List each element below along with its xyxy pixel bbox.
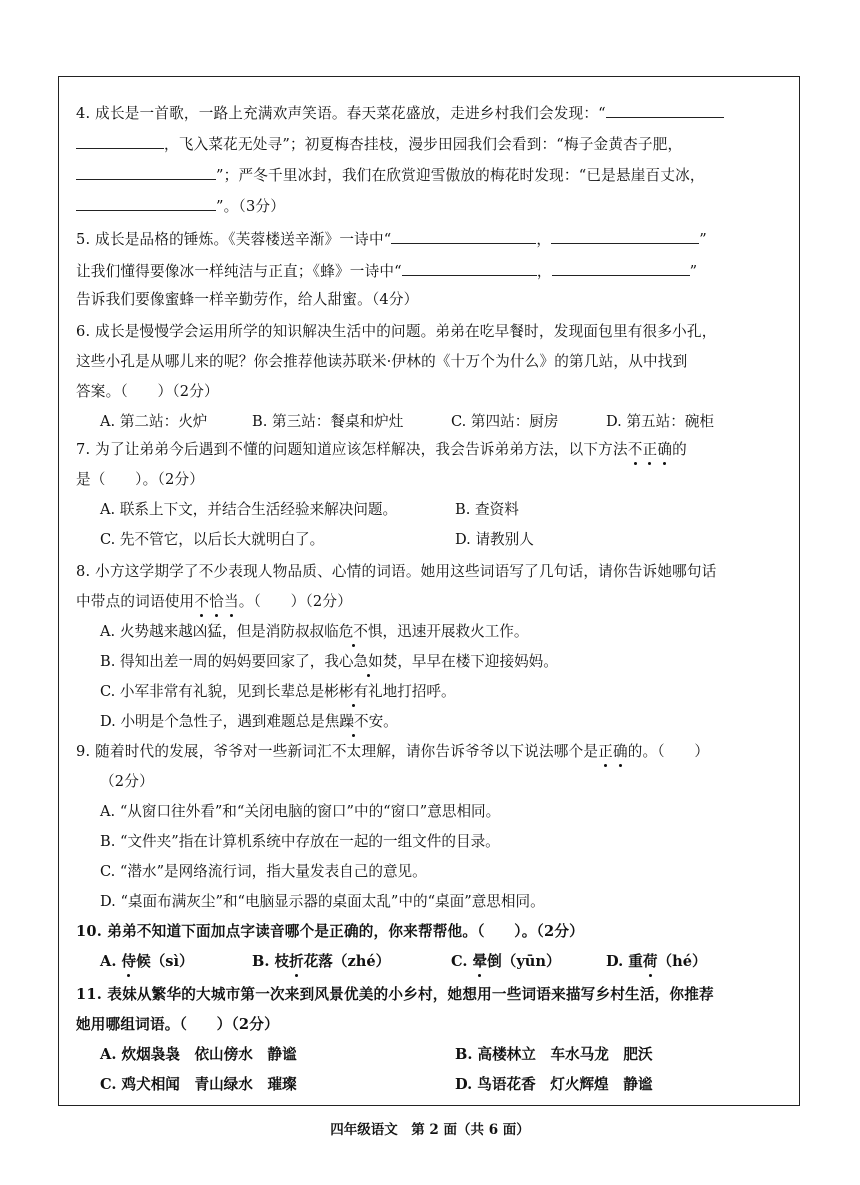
emphasis-word: 心急如焚 [338,653,398,670]
page-footer: 四年级语文 第 2 面（共 6 面） [330,1122,530,1138]
question-11-line-2: 她用哪组词语。（ ）（2分） [76,1016,279,1033]
question-10-option-c[interactable] [451,952,561,972]
option-text: ，早早在楼下迎接妈妈。 [397,653,558,670]
answer-blank[interactable] [552,261,690,276]
question-10-option-d[interactable] [606,952,707,972]
question-5-text: 5. 成长是品格的锤炼。《芙蓉楼送辛渐》一诗中“ [76,231,392,248]
question-5-text: 让我们懂得要像冰一样纯洁与正直；《蜂》一诗中“ [76,263,402,280]
question-11-option-d[interactable]: D. 鸟语花香 灯火辉煌 静谧 [455,1076,653,1093]
question-5-line-1 [76,229,707,250]
question-4-text: ，飞入菜花无处寻”；初夏梅杏挂枝，漫步田园我们会看到：“梅子金黄杏子肥， [164,136,683,153]
emphasis-char: 正 [598,743,613,760]
emphasis-char: 当 [223,593,239,610]
question-9-text: 9. 随着时代的发展，爷爷对一些新词汇不太理解，请你告诉爷爷以下说法哪个是 [76,743,599,760]
question-8-line-2 [76,592,352,612]
question-8-option-d[interactable] [100,712,398,732]
question-6-line-1: 6. 成长是慢慢学会运用所学的知识解决生活中的问题。弟弟在吃早餐时，发现面包里有很多小孔， [76,323,717,340]
question-6-option-c[interactable]: C. 第四站：厨房 [451,413,559,430]
option-text: B. 枝 [252,953,290,970]
option-text: 。 [383,713,398,730]
question-4-text: ”。（3分） [216,198,286,215]
question-4-line-3 [76,165,705,186]
answer-blank[interactable] [551,229,699,244]
option-text: A. [100,953,122,970]
question-9-line-1 [76,742,709,762]
emphasis-word: 彬彬有礼 [324,683,383,700]
emphasis-char: 不 [194,593,210,610]
answer-blank[interactable] [76,165,216,180]
emphasis-word: 临危不惧 [324,623,383,640]
question-11-option-a[interactable]: A. 炊烟袅袅 依山傍水 静谧 [100,1046,297,1063]
option-text: A. 火势越来越凶猛，但是消防叔叔 [100,623,325,640]
question-7-option-d[interactable]: D. 请教别人 [455,531,534,548]
question-9-option-a[interactable]: A. “从窗口往外看”和“关闭电脑的窗口”中的“窗口”意思相同。 [100,803,501,820]
question-6-line-3: 答案。（ ）（2分） [76,383,219,400]
punctuation: ” [699,231,707,248]
option-text: 地打招呼。 [382,683,456,700]
option-text: C. [451,953,473,970]
option-text: B. 得知出差一周的妈妈要回家了，我 [100,653,339,670]
question-4-line-1 [76,103,724,124]
question-4-line-4 [76,196,285,217]
emphasis-char: 正 [642,441,658,458]
question-8-option-c[interactable] [100,682,456,702]
emphasis-char: 确 [657,441,673,458]
question-4-text: ”；严冬千里冰封，我们在欣赏迎雪傲放的梅花时发现：“已是悬崖百丈冰， [216,167,705,184]
question-7-line-1 [76,440,687,460]
question-6-option-a[interactable]: A. 第二站：火炉 [100,413,208,430]
emphasis-char: 确 [612,743,628,760]
question-7-option-b[interactable]: B. 查资料 [455,501,519,518]
answer-blank[interactable] [402,261,537,276]
option-text: （hé） [657,953,707,970]
question-8-text: 中带点的词语使用 [76,593,195,610]
question-9-text: 的。（ ） [627,743,710,760]
question-8-text: 。（ ）（2分） [238,593,352,610]
question-11-option-b[interactable]: B. 高楼林立 车水马龙 肥沃 [455,1046,653,1063]
question-8-option-b[interactable] [100,652,558,672]
question-6-option-d[interactable]: D. 第五站：碗柜 [606,413,715,430]
answer-blank[interactable] [76,134,164,149]
option-text: C. 小军非常有礼貌，见到长辈总是 [100,683,325,700]
emphasis-char: 荷 [642,953,658,970]
question-9-option-c[interactable]: C. “潜水”是网络流行词，指大量发表自己的意见。 [100,863,427,880]
punctuation: ， [536,263,552,280]
option-text: 花落（zhé） [303,953,391,970]
question-7-option-c[interactable]: C. 先不管它，以后长大就明白了。 [100,531,325,548]
question-7-text: 7. 为了让弟弟今后遇到不懂的问题知道应该怎样解决，我会告诉弟弟方法，以下方法 [76,441,628,458]
option-text: D. 重 [606,953,643,970]
question-7-text: 的 [672,441,687,458]
question-11-option-c[interactable]: C. 鸡犬相闻 青山绿水 璀璨 [100,1076,297,1093]
question-7-line-2: 是（ ）。（2分） [76,471,205,488]
option-text: 倒（yūn） [487,953,561,970]
answer-blank[interactable] [606,103,724,118]
emphasis-char: 不 [627,441,643,458]
question-6-option-b[interactable]: B. 第三站：餐桌和炉灶 [252,413,404,430]
emphasis-word: 焦躁不安 [324,713,384,730]
option-text: ，迅速开展救火工作。 [382,623,529,640]
question-11-line-1: 11. 表妹从繁华的大城市第一次来到风景优美的小乡村，她想用一些词语来描写乡村生活，你推荐 [76,986,714,1003]
emphasis-char: 折 [289,953,304,970]
emphasis-char: 恰 [209,593,224,610]
question-9-option-b[interactable]: B. “文件夹”指在计算机系统中存放在一起的一组文件的目录。 [100,833,500,850]
question-8-line-1: 8. 小方这学期学了不少表现人物品质、心情的词语。她用这些词语写了几句话，请你告诉她哪句话 [76,563,717,580]
option-text: D. 小明是个急性子，遇到难题总是 [100,713,325,730]
question-8-option-a[interactable] [100,622,528,642]
question-4-text: 4. 成长是一首歌，一路上充满欢声笑语。春天菜花盛放，走进乡村我们会发现：“ [76,105,606,122]
question-9-line-2: （2分） [100,773,154,790]
question-5-line-3: 告诉我们要像蜜蜂一样辛勤劳作，给人甜蜜。（4分） [76,291,419,308]
question-9-option-d[interactable]: D. “桌面布满灰尘”和“电脑显示器的桌面太乱”中的“桌面”意思相同。 [100,893,545,910]
question-5-line-2 [76,261,697,282]
question-10-option-a[interactable] [100,952,194,972]
punctuation: ” [689,263,698,280]
emphasis-char: 晕 [472,953,488,970]
question-4-line-2 [76,134,682,155]
emphasis-char: 侍 [121,953,137,970]
question-10-line-1: 10. 弟弟不知道下面加点字读音哪个是正确的，你来帮帮他。（ ）。（2分） [76,923,584,940]
option-text: 候（sì） [136,953,194,970]
punctuation: ， [536,231,552,248]
answer-blank[interactable] [76,196,216,211]
question-10-option-b[interactable] [252,952,390,972]
question-6-line-2: 这些小孔是从哪儿来的呢？你会推荐他读苏联米·伊林的《十万个为什么》的第几站，从中找到 [76,353,688,370]
answer-blank[interactable] [391,229,536,244]
question-7-option-a[interactable]: A. 联系上下文，并结合生活经验来解决问题。 [100,501,398,518]
